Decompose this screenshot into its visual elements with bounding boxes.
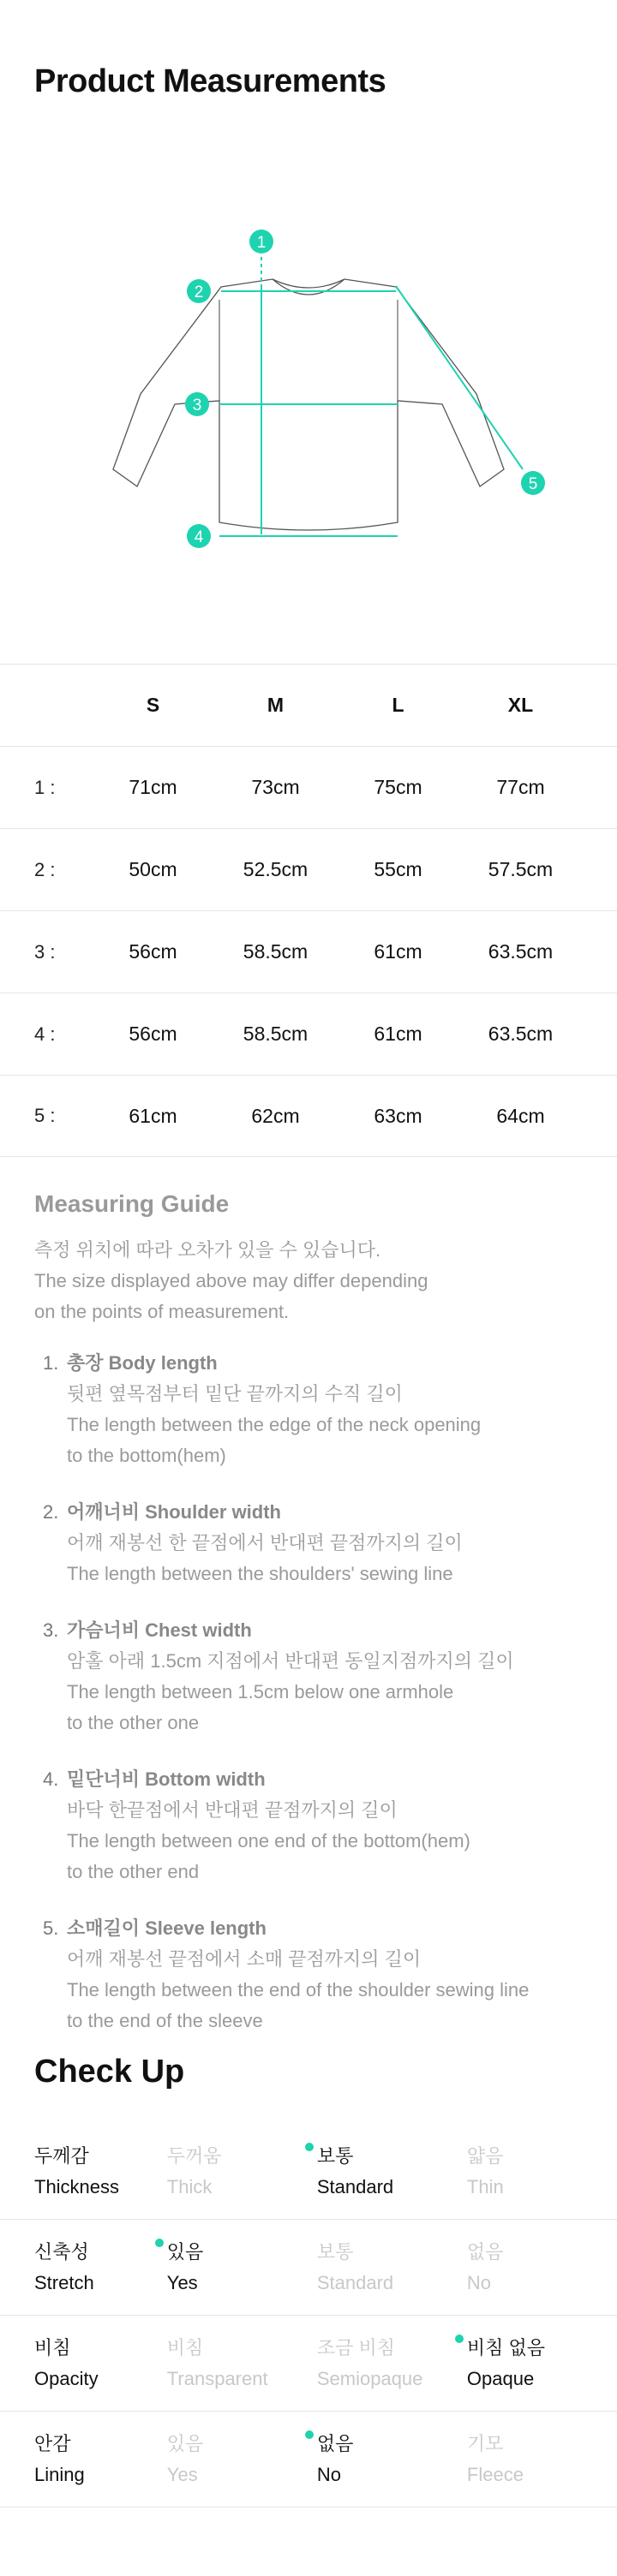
checkup-row-lining (0, 2412, 617, 2507)
attribute-label-en: Lining (34, 2463, 85, 2485)
guide-item-heading: 밑단너비 Bottom width (67, 1768, 266, 1790)
table-cell: 71cm (129, 776, 177, 798)
guide-item-number: 5. (43, 1917, 59, 1939)
guide-item-heading: 총장 Body length (67, 1352, 218, 1374)
table-cell: 63cm (374, 1104, 422, 1127)
option-label-ko: 보통 (316, 2240, 354, 2263)
guide-item-chest-width (43, 1615, 600, 1738)
table-cell: 61cm (374, 940, 422, 963)
guide-item-bottom-width (43, 1764, 600, 1887)
svg-text:5: 5 (528, 475, 538, 493)
guide-item-sleeve-length (43, 1913, 600, 2036)
attribute-label-ko: 신축성 (34, 2240, 89, 2263)
attribute-label-ko: 안감 (34, 2432, 71, 2454)
svg-text:2: 2 (194, 283, 204, 301)
attribute-label-en: Opacity (34, 2367, 99, 2389)
option-label-en: Fleece (466, 2463, 524, 2485)
guide-item-number: 2. (43, 1501, 59, 1523)
table-cell: 55cm (374, 858, 422, 880)
option-label-ko: 비침 (166, 2336, 204, 2358)
selected-dot-icon (155, 2239, 164, 2247)
row-label: 2 : (34, 858, 56, 880)
option-label-ko: 얇음 (466, 2144, 504, 2167)
option-yes-selected (167, 2237, 317, 2299)
option-semiopaque (317, 2333, 467, 2394)
row-label: 4 : (34, 1023, 56, 1045)
row-label: 1 : (34, 776, 56, 798)
attribute-label-en: Stretch (34, 2271, 94, 2293)
page-title: Product Measurements (34, 63, 386, 99)
svg-text:1: 1 (256, 234, 267, 252)
selected-dot-icon (455, 2334, 464, 2343)
option-yes (167, 2429, 317, 2490)
guide-item-ko: 어깨 재봉선 한 끝점에서 반대편 끝점까지의 길이 (67, 1532, 463, 1553)
header-size-xl: XL (507, 694, 534, 716)
table-cell: 58.5cm (243, 940, 308, 963)
guide-item-body-length (43, 1348, 600, 1471)
guide-intro-ko: 측정 위치에 따라 오차가 있을 수 있습니다. (34, 1239, 381, 1261)
svg-text:3: 3 (192, 397, 202, 414)
option-label-ko: 비침 없음 (466, 2336, 546, 2358)
marker-5 (521, 471, 545, 495)
checkup-row-thickness (0, 2124, 617, 2220)
table-cell: 73cm (251, 776, 300, 798)
size-table-header (0, 664, 617, 746)
guide-item-number: 1. (43, 1352, 59, 1374)
measurement-diagram (0, 214, 617, 574)
option-no (467, 2237, 617, 2299)
guide-item-en: to the other one (67, 1712, 200, 1733)
option-standard (317, 2237, 467, 2299)
guide-item-number: 3. (43, 1619, 59, 1641)
marker-3 (185, 392, 209, 416)
option-no-selected (317, 2429, 467, 2490)
table-row (0, 746, 617, 828)
option-label-en: Standard (316, 2175, 394, 2197)
guide-list (34, 1348, 600, 2036)
checkup-row-stretch (0, 2220, 617, 2316)
option-thin (467, 2141, 617, 2203)
option-label-ko: 두꺼움 (166, 2144, 222, 2167)
option-thick (167, 2141, 317, 2203)
option-label-en: Yes (166, 2463, 198, 2485)
option-transparent (167, 2333, 317, 2394)
marker-4 (187, 524, 211, 548)
option-label-ko: 기모 (466, 2432, 504, 2454)
guide-item-en: The length between 1.5cm below one armhole (67, 1681, 454, 1702)
option-label-ko: 없음 (466, 2240, 504, 2263)
option-label-ko: 보통 (316, 2144, 354, 2167)
marker-1 (249, 230, 273, 253)
size-table (0, 664, 617, 1157)
option-label-en: Yes (166, 2271, 198, 2293)
checkup-title: Check Up (34, 2054, 185, 2090)
selected-dot-icon (305, 2143, 314, 2151)
table-row (0, 910, 617, 993)
guide-intro-en-1: The size displayed above may differ depending (34, 1270, 428, 1291)
header-size-s: S (146, 694, 160, 716)
attribute-label-ko: 두께감 (34, 2144, 89, 2167)
measuring-guide (34, 1190, 600, 2062)
guide-item-shoulder-width (43, 1497, 600, 1589)
guide-item-ko: 뒷편 옆목점부터 밑단 끝까지의 수직 길이 (67, 1383, 403, 1404)
guide-item-en: The length between the end of the shoulder sewing line (67, 1979, 530, 2001)
guide-item-en: The length between one end of the bottom(hem) (67, 1830, 470, 1852)
checkup-row-opacity (0, 2316, 617, 2412)
guide-item-ko: 바닥 한끝점에서 반대편 끝점까지의 길이 (67, 1799, 398, 1821)
header-size-m: M (267, 694, 285, 716)
option-label-en: No (316, 2463, 341, 2485)
table-cell: 64cm (496, 1104, 545, 1127)
table-cell: 62cm (251, 1104, 300, 1127)
option-label-ko: 있음 (166, 2432, 204, 2454)
guide-item-en: to the end of the sleeve (67, 2010, 263, 2031)
guide-item-en: to the bottom(hem) (67, 1445, 226, 1466)
option-label-en: Standard (316, 2271, 394, 2293)
guide-item-heading: 소매길이 Sleeve length (67, 1917, 267, 1939)
option-label-en: Transparent (166, 2367, 268, 2389)
option-label-ko: 있음 (166, 2240, 204, 2263)
guide-item-heading: 어깨너비 Shoulder width (67, 1501, 281, 1523)
attribute-label-en: Thickness (34, 2175, 120, 2197)
option-label-en: Thick (166, 2175, 213, 2197)
table-cell: 50cm (129, 858, 177, 880)
guide-item-heading: 가슴너비 Chest width (67, 1619, 252, 1641)
option-label-en: Thin (466, 2175, 504, 2197)
table-cell: 61cm (374, 1023, 422, 1045)
table-cell: 56cm (129, 940, 177, 963)
guide-title: Measuring Guide (34, 1190, 230, 1217)
table-row (0, 828, 617, 910)
guide-item-en: The length between the shoulders' sewing line (67, 1563, 453, 1584)
table-cell: 75cm (374, 776, 422, 798)
neckline (273, 279, 344, 295)
guide-item-ko: 암홀 아래 1.5cm 지점에서 반대편 동일지점까지의 길이 (67, 1650, 514, 1672)
attribute-label-ko: 비침 (34, 2336, 71, 2358)
table-cell: 63.5cm (488, 940, 554, 963)
option-opaque-selected (467, 2333, 617, 2394)
table-cell: 52.5cm (243, 858, 308, 880)
table-cell: 56cm (129, 1023, 177, 1045)
table-row (0, 993, 617, 1075)
row-label: 3 : (34, 940, 56, 963)
option-label-ko: 없음 (316, 2432, 354, 2454)
svg-text:4: 4 (194, 528, 204, 546)
table-cell: 63.5cm (488, 1023, 554, 1045)
guide-item-en: The length between the edge of the neck opening (67, 1414, 482, 1435)
selected-dot-icon (305, 2430, 314, 2439)
guide-item-number: 4. (43, 1768, 59, 1790)
checkup-table (0, 2124, 617, 2507)
table-cell: 57.5cm (488, 858, 554, 880)
option-standard-selected (317, 2141, 467, 2203)
option-label-ko: 조금 비침 (316, 2336, 395, 2358)
option-label-en: Semiopaque (316, 2367, 423, 2389)
table-cell: 77cm (496, 776, 545, 798)
option-fleece (467, 2429, 617, 2490)
guide-intro-en-2: on the points of measurement. (34, 1301, 290, 1322)
option-label-en: No (466, 2271, 492, 2293)
guide-item-ko: 어깨 재봉선 끝점에서 소매 끝점까지의 길이 (67, 1948, 422, 1970)
table-cell: 61cm (129, 1104, 177, 1127)
table-row (0, 1075, 617, 1157)
marker-2 (187, 279, 211, 303)
row-label: 5 : (34, 1105, 56, 1126)
header-size-l: L (392, 694, 404, 716)
guide-item-en: to the other end (67, 1861, 200, 1882)
option-label-en: Opaque (466, 2367, 535, 2389)
table-cell: 58.5cm (243, 1023, 308, 1045)
